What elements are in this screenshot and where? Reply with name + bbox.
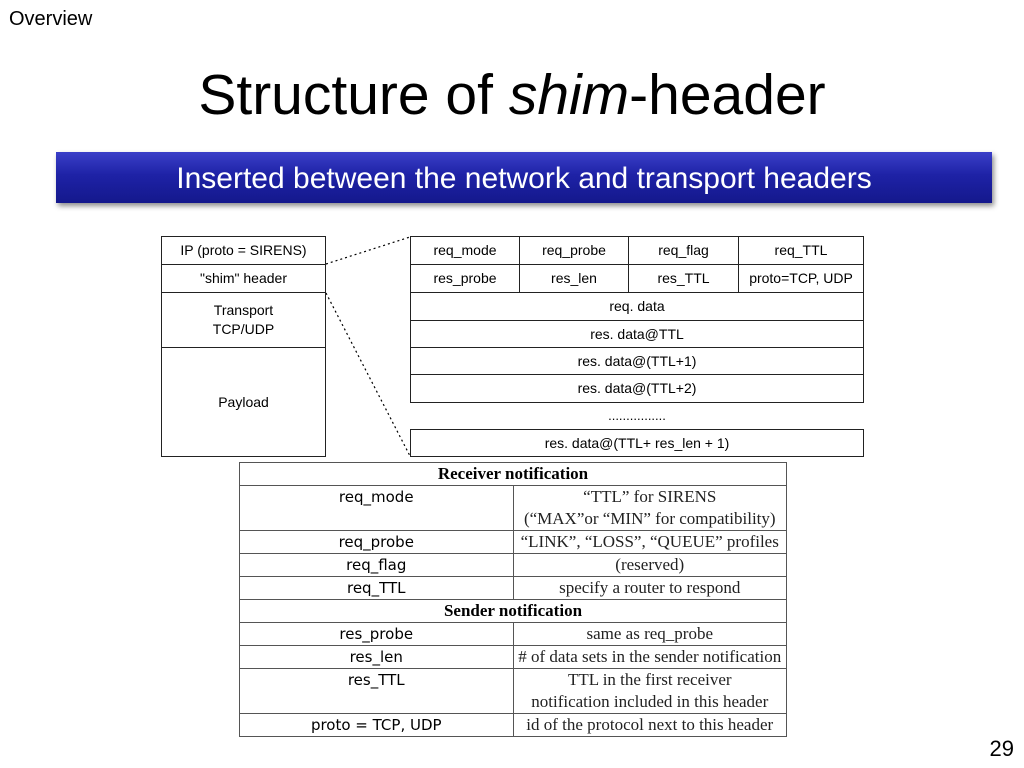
transport-line1: Transport <box>213 302 274 318</box>
title-suffix: -header <box>629 63 826 127</box>
table-row <box>240 714 787 737</box>
table-row <box>240 554 787 577</box>
sender-heading: Sender notification <box>240 600 787 623</box>
title-prefix: Structure of <box>198 63 509 127</box>
field-name: req_flag <box>240 554 514 577</box>
connector-bottom <box>326 293 410 456</box>
shim-header-box: "shim" header <box>161 264 326 293</box>
connector-top <box>326 237 410 264</box>
field-description: specify a router to respond <box>513 577 787 600</box>
field-name: req_probe <box>240 531 514 554</box>
field-name: req_mode <box>240 486 514 531</box>
field-description: “LINK”, “LOSS”, “QUEUE” profiles <box>513 531 787 554</box>
field-res-data-last: res. data@(TTL+ res_len + 1) <box>410 429 864 457</box>
table-section-row <box>240 463 787 486</box>
field-description: (reserved) <box>513 554 787 577</box>
description-line: notification included in this header <box>531 692 769 711</box>
field-description: # of data sets in the sender notification <box>513 646 787 669</box>
field-description <box>513 669 787 714</box>
field-description: same as req_probe <box>513 623 787 646</box>
subtitle-banner: Inserted between the network and transport headers <box>56 152 992 203</box>
table-row <box>240 486 787 531</box>
field-proto: proto=TCP, UDP <box>738 264 864 293</box>
table-row <box>240 646 787 669</box>
field-req-data: req. data <box>410 292 864 321</box>
notification-table <box>239 462 787 737</box>
field-name: res_probe <box>240 623 514 646</box>
field-ellipsis: ................ <box>608 408 666 423</box>
field-name: req_TTL <box>240 577 514 600</box>
payload-box: Payload <box>161 347 326 457</box>
field-res-data-ttl2: res. data@(TTL+2) <box>410 374 864 403</box>
table-row <box>240 531 787 554</box>
receiver-heading: Receiver notification <box>240 463 787 486</box>
table-row <box>240 577 787 600</box>
field-res-probe: res_probe <box>410 264 520 293</box>
ip-header-box: IP (proto = SIRENS) <box>161 236 326 265</box>
description-line: “TTL” for SIRENS <box>583 487 717 506</box>
section-label: Overview <box>9 8 93 30</box>
field-res-len: res_len <box>519 264 629 293</box>
table-section-row <box>240 600 787 623</box>
page-number: 29 <box>989 736 1014 761</box>
field-req-probe: req_probe <box>519 236 629 265</box>
transport-line2: TCP/UDP <box>212 321 275 337</box>
field-name: res_len <box>240 646 514 669</box>
transport-box <box>161 292 326 348</box>
field-description: id of the protocol next to this header <box>513 714 787 737</box>
field-res-data-ttl: res. data@TTL <box>410 320 864 348</box>
field-res-ttl: res_TTL <box>628 264 739 293</box>
field-req-ttl: req_TTL <box>738 236 864 265</box>
title-italic: shim <box>508 63 630 127</box>
description-line: TTL in the first receiver <box>567 670 732 689</box>
field-req-mode: req_mode <box>410 236 520 265</box>
table-row <box>240 623 787 646</box>
field-name: res_TTL <box>240 669 514 714</box>
table-row <box>240 669 787 714</box>
description-line: (“MAX”or “MIN” for compatibility) <box>523 509 776 528</box>
field-name: proto = TCP, UDP <box>240 714 514 737</box>
field-description <box>513 486 787 531</box>
field-req-flag: req_flag <box>628 236 739 265</box>
field-res-data-ttl1: res. data@(TTL+1) <box>410 347 864 375</box>
